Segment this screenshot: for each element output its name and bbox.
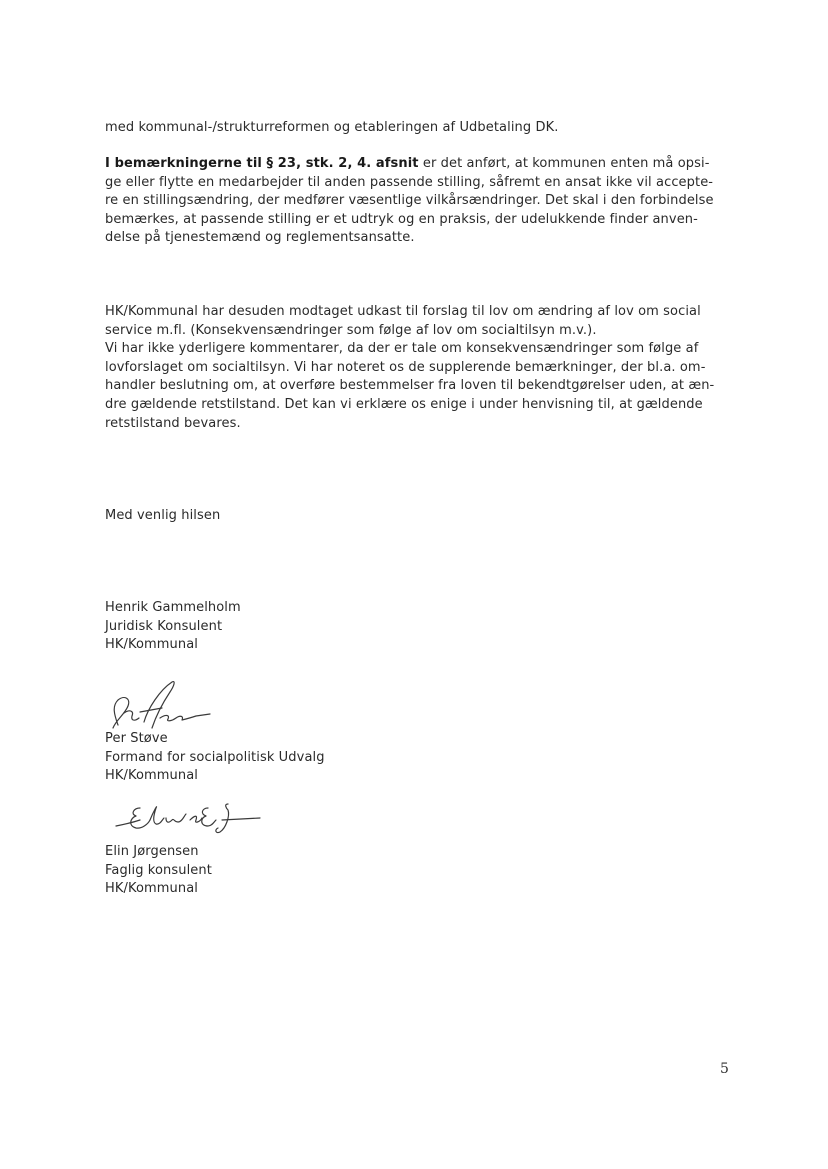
text-line: handler beslutning om, at overføre bestemmelser fra loven til bekendtgørelser uden, at æn-	[105, 378, 715, 394]
page-number: 5	[720, 1061, 729, 1077]
text-line: bemærkes, at passende stilling er et udtryk og en praksis, der udelukkende finder anven-	[105, 211, 698, 227]
text-line: re en stillingsændring, der medfører væsentlige vilkårsændringer. Det skal i den forbindelse	[105, 193, 714, 209]
continuation-line	[105, 119, 735, 138]
text-line: delse på tjenestemænd og reglementsansatte.	[105, 230, 415, 246]
signatory-name: Elin Jørgensen	[105, 844, 199, 859]
signatory-block-1	[105, 599, 735, 655]
closing-greeting	[105, 507, 735, 526]
signatory-name: Per Støve	[105, 731, 168, 746]
consultation-paragraph	[105, 303, 735, 433]
signatory-org: HK/Kommunal	[105, 881, 198, 897]
signatory-org: HK/Kommunal	[105, 637, 198, 653]
signatory-org: HK/Kommunal	[105, 768, 198, 784]
text-line: service m.fl. (Konsekvensændringer som følge af lov om socialtilsyn m.v.).	[105, 322, 597, 338]
signatory-name: Henrik Gammelholm	[105, 600, 241, 615]
text-line: lovforslaget om socialtilsyn. Vi har noteret os de supplerende bemærkninger, der bl.a. om-	[105, 359, 706, 375]
signatory-title: Juridisk Konsulent	[105, 618, 223, 634]
signatory-block-3	[105, 843, 735, 899]
bold-reference: I bemærkningerne til § 23, stk. 2, 4. afsnit	[105, 156, 419, 171]
signature-elin-jorgensen	[110, 798, 265, 838]
text-line: retstilstand bevares.	[105, 415, 241, 431]
text-line: HK/Kommunal har desuden modtaget udkast til forslag til lov om ændring af lov om social	[105, 304, 701, 319]
text-line: dre gældende retstilstand. Det kan vi erklære os enige i under henvisning til, at gældende	[105, 396, 703, 412]
signature-per-stove	[100, 678, 215, 733]
signatory-title: Faglig konsulent	[105, 862, 212, 878]
text-line	[105, 155, 735, 174]
signatory-title: Formand for socialpolitisk Udvalg	[105, 749, 325, 765]
text-fragment: er det anført, at kommunen enten må opsi-	[418, 156, 710, 171]
signatory-block-2	[105, 730, 735, 786]
text-line: med kommunal-/strukturreformen og etableringen af Udbetaling DK.	[105, 120, 559, 135]
remark-paragraph	[105, 155, 735, 248]
text-line: Med venlig hilsen	[105, 508, 221, 523]
text-line: ge eller flytte en medarbejder til anden passende stilling, såfremt en ansat ikke vil accepte-	[105, 174, 714, 190]
text-line: Vi har ikke yderligere kommentarer, da der er tale om konsekvensændringer som følge af	[105, 341, 699, 357]
